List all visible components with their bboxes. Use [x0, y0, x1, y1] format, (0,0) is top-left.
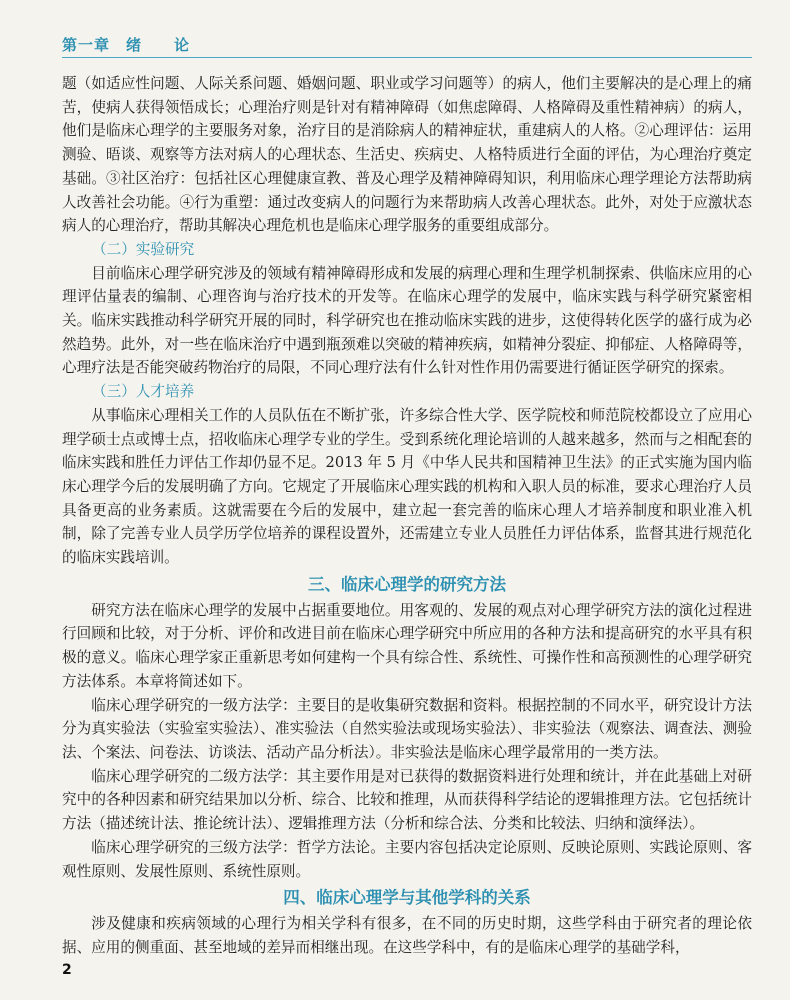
section-title-research-methods: 三、临床心理学的研究方法 — [308, 574, 506, 594]
page-header — [0, 28, 790, 68]
page-body — [62, 72, 752, 960]
subheading-talent-training: （三）人才培养 — [92, 383, 195, 401]
paragraph-talent-training: 从事临床心理相关工作的人员队伍在不断扩张，许多综合性大学、医学院校和师范院校都设立了应用心理学硕士点或博士点，招收临床心理学专业的学生。受到系统化理论培训的人越来越多，然而与之相配套的临床实践和胜任力评估工作却仍显不足。2013 年 5 月《中华人民共和国精神卫生法》的正式实施为国内临床心理学今后的发展明确了方向。它规定了开展临床心理实践的机构和入职人员的标准，要求心理治疗人员具备更高的业务素质。这就需要在今后的发展中，建立起一套完善的临床心理人才培养制度和职业准入机制，除了完善专业人员学历学位培养的课程设置外，还需建立专业人员胜任力评估体系，监督其进行规范化的临床实践培训。 — [62, 406, 752, 567]
paragraph-related-disciplines: 涉及健康和疾病领域的心理行为相关学科有很多，在不同的历史时期，这些学科由于研究者的理论依据、应用的侧重面、甚至地域的差异而相继出现。在这些学科中，有的是临床心理学的基础学科， — [62, 915, 752, 956]
header-rule — [62, 57, 752, 58]
paragraph-third-level-methods: 临床心理学研究的三级方法学：哲学方法论。主要内容包括决定论原则、反映论原则、实践论原则、客观性原则、发展性原则、系统性原则。 — [62, 838, 752, 880]
chapter-label: 第一章 绪 论 — [62, 36, 191, 54]
paragraph-clinical-services: 题（如适应性问题、人际关系问题、婚姻问题、职业或学习问题等）的病人，他们主要解决的是心理上的痛苦，使病人获得领悟成长；心理治疗则是针对有精神障碍（如焦虑障碍、人格障碍及重性精神病）的病人，他们是临床心理学的主要服务对象，治疗目的是消除病人的精神症状，重建病人的人格。②心理评估：运用测验、晤谈、观察等方法对病人的心理状态、生活史、疾病史、人格特质进行全面的评估，为心理治疗奠定基础。③社区治疗：包括社区心理健康宣教、普及心理学及精神障碍知识，利用临床心理学理论方法帮助病人改善社会功能。④行为重塑：通过改变病人的问题行为来帮助病人改善心理状态。此外，对处于应激状态病人的心理治疗，帮助其解决心理危机也是临床心理学服务的重要组成部分。 — [62, 75, 752, 235]
page-number: 2 — [62, 962, 72, 978]
section-title-related-disciplines: 四、临床心理学与其他学科的关系 — [283, 888, 531, 908]
paragraph-second-level-methods: 临床心理学研究的二级方法学：其主要作用是对已获得的数据资料进行处理和统计，并在此基础上对研究中的各种因素和研究结果加以分析、综合、比较和推理，从而获得科学结论的逻辑推理方法。它包括统计方法（描述统计法、推论统计法）、逻辑推理方法（分析和综合法、分类和比较法、归纳和演绎法）。 — [62, 767, 752, 833]
paragraph-experimental-research: 目前临床心理学研究涉及的领域有精神障碍形成和发展的病理心理和生理学机制探索、供临床应用的心理评估量表的编制、心理咨询与治疗技术的开发等。在临床心理学的发展中，临床实践与科学研究紧密相关。临床实践推动科学研究开展的同时，科学研究也在推动临床实践的进步，这使得转化医学的盛行成为必然趋势。此外，对一些在临床治疗中遇到瓶颈难以突破的精神疾病，如精神分裂症、抑郁症、人格障碍等，心理疗法是否能突破药物治疗的局限，不同心理疗法有什么针对性作用仍需要进行循证医学研究的探索。 — [62, 264, 752, 377]
paragraph-research-methods-intro: 研究方法在临床心理学的发展中占据重要地位。用客观的、发展的观点对心理学研究方法的演化过程进行回顾和比较，对于分析、评价和改进目前在临床心理学研究中所应用的各种方法和提高研究的水平具有积极的意义。临床心理学家正重新思考如何建构一个具有综合性、系统性、可操作性和高预测性的心理学研究方法体系。本章将简述如下。 — [62, 601, 752, 690]
subheading-experimental-research: （二）实验研究 — [92, 240, 195, 258]
paragraph-first-level-methods: 临床心理学研究的一级方法学：主要目的是收集研究数据和资料。根据控制的不同水平，研究设计方法分为真实验法（实验室实验法）、准实验法（自然实验法或现场实验法）、非实验法（观察法、调查法、测验法、个案法、问卷法、访谈法、活动产品分析法）。非实验法是临床心理学最常用的一类方法。 — [62, 696, 752, 761]
